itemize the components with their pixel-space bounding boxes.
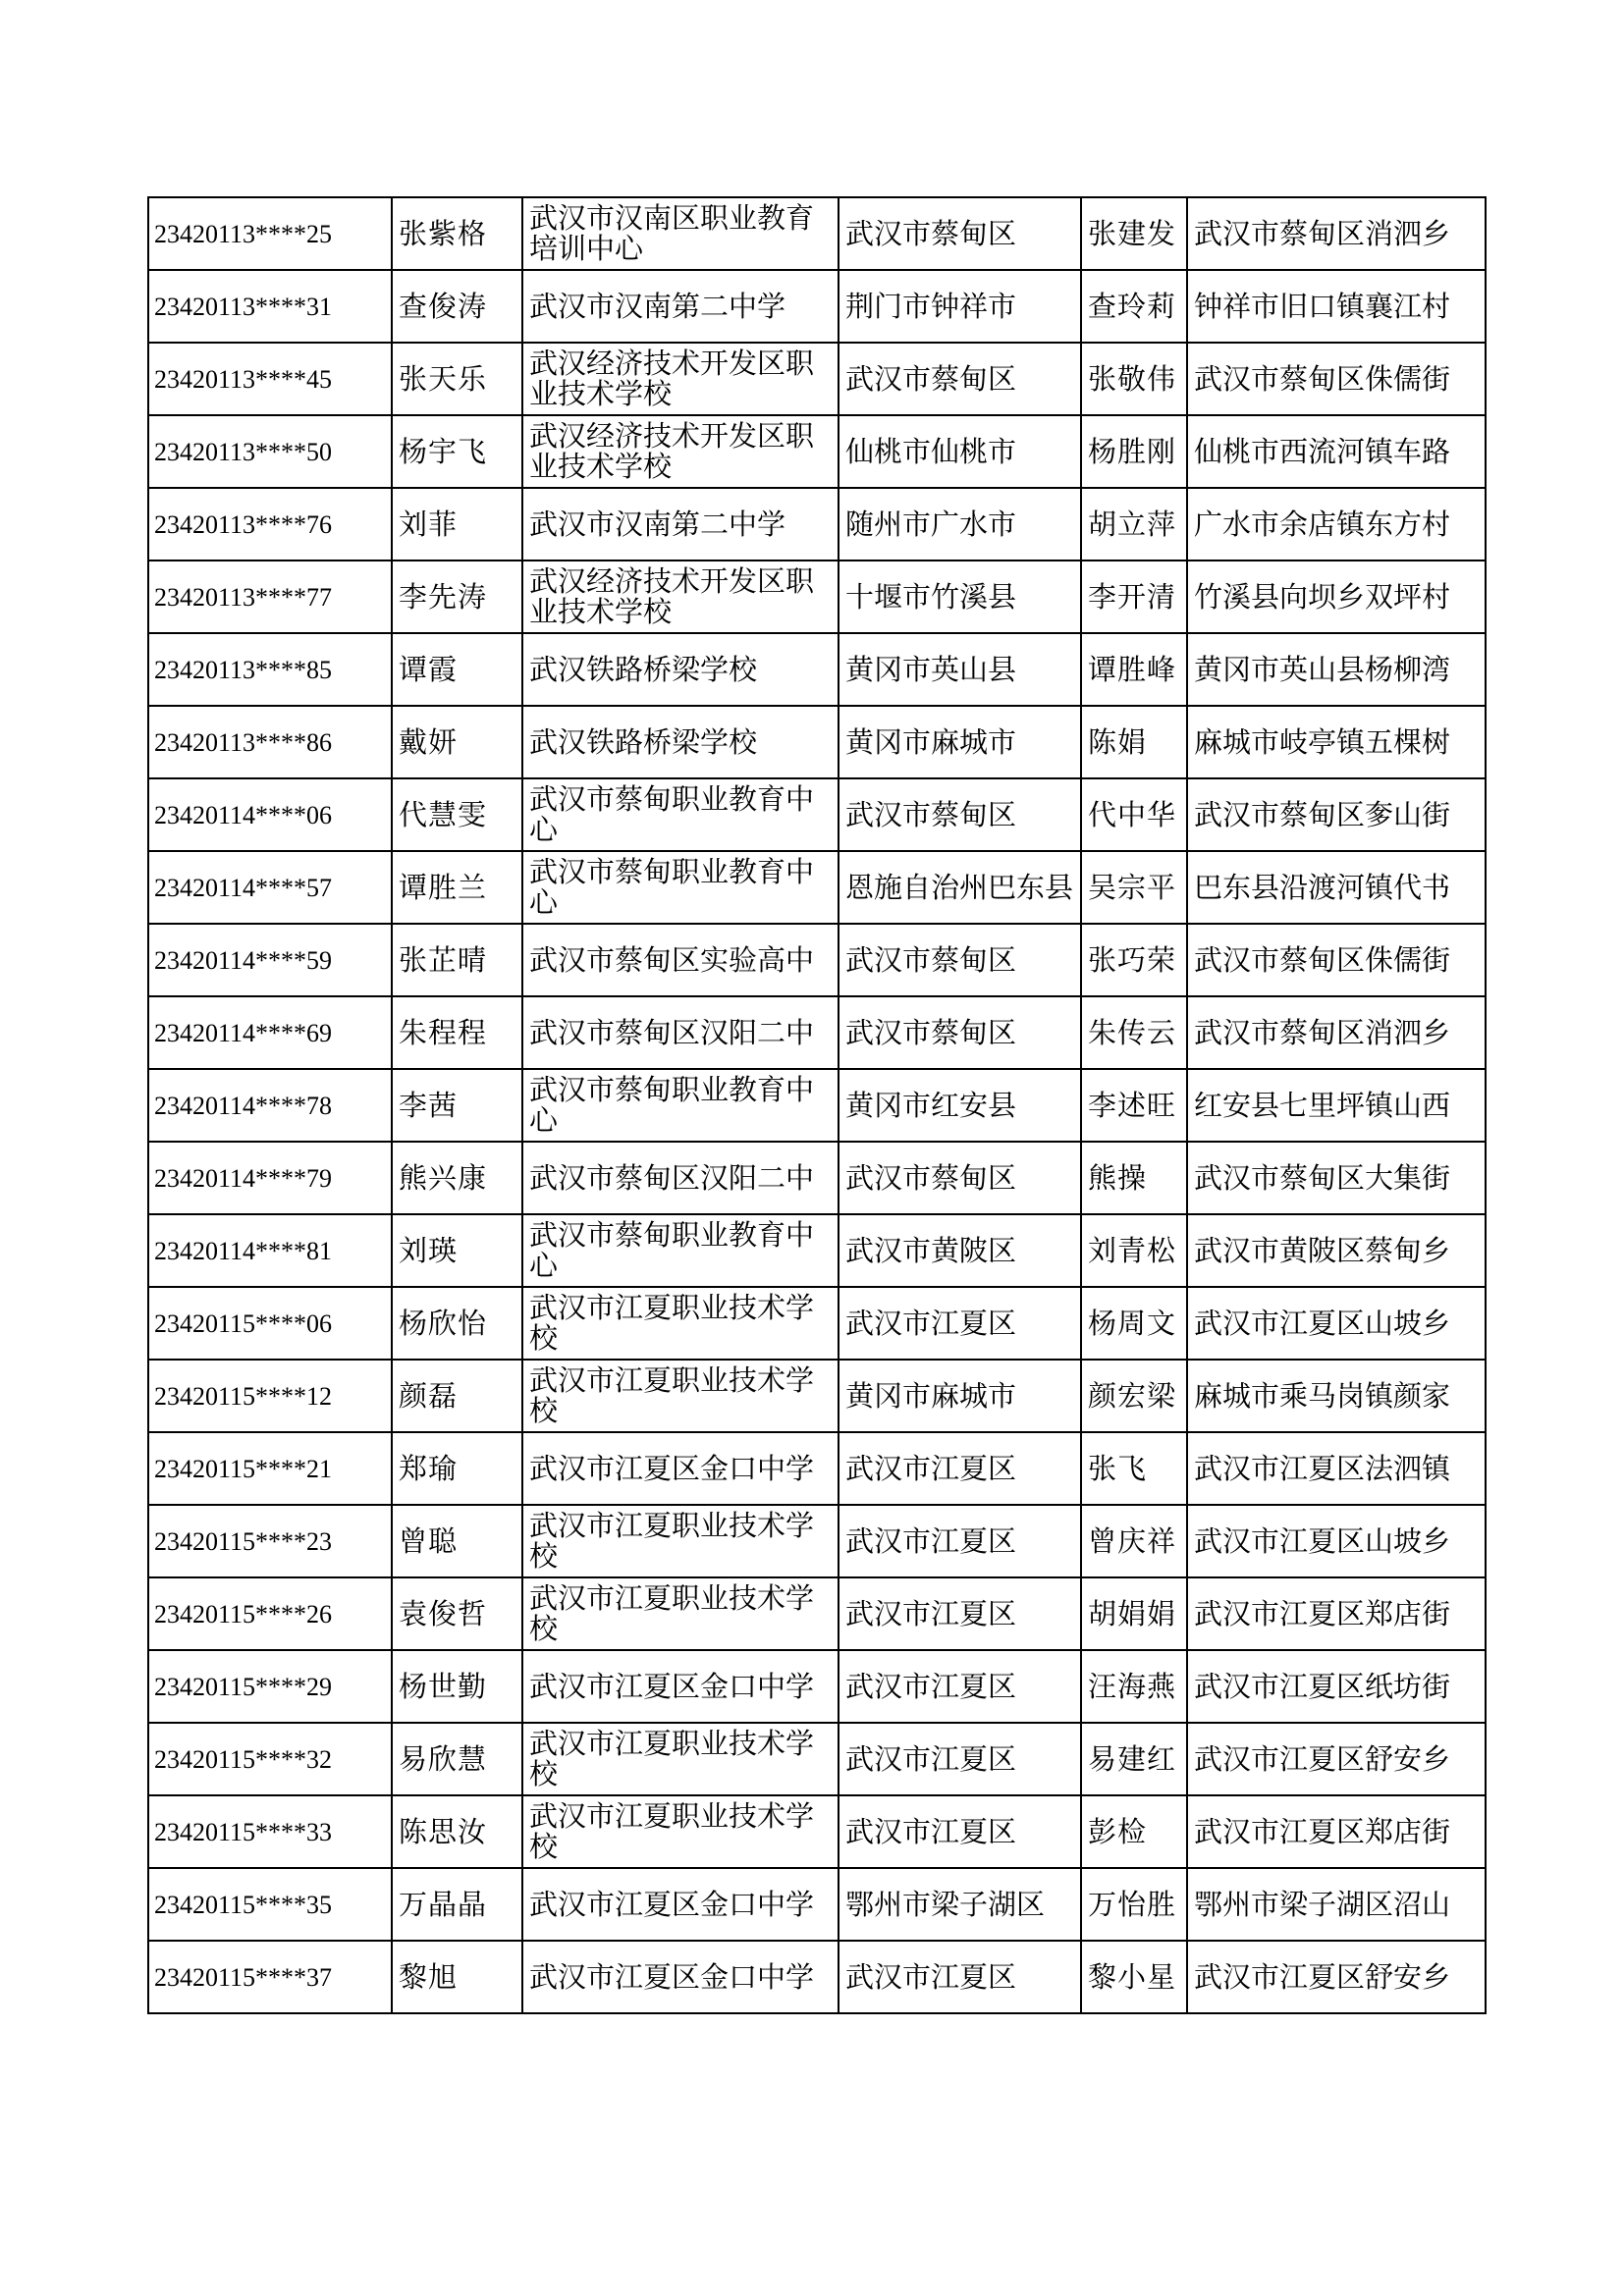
region-cell: 荆门市钟祥市 — [839, 270, 1081, 343]
address-cell: 武汉市江夏区山坡乡 — [1187, 1287, 1486, 1360]
region-cell: 武汉市江夏区 — [839, 1432, 1081, 1505]
guardian-name-cell: 代中华 — [1081, 778, 1187, 851]
student-name-cell: 黎旭 — [392, 1941, 522, 2013]
region-cell: 武汉市蔡甸区 — [839, 778, 1081, 851]
table-row — [148, 1868, 1486, 1941]
guardian-name-cell: 李述旺 — [1081, 1069, 1187, 1142]
address-cell: 广水市余店镇东方村 — [1187, 488, 1486, 561]
region-cell: 武汉市蔡甸区 — [839, 197, 1081, 270]
table-row — [148, 561, 1486, 633]
school-cell: 武汉市蔡甸区实验高中 — [522, 924, 839, 996]
guardian-name-cell: 汪海燕 — [1081, 1650, 1187, 1723]
address-cell: 钟祥市旧口镇襄江村 — [1187, 270, 1486, 343]
student-list-table — [147, 196, 1487, 2014]
student-id-cell: 23420115****26 — [148, 1577, 392, 1650]
guardian-name-cell: 朱传云 — [1081, 996, 1187, 1069]
school-cell: 武汉市江夏区金口中学 — [522, 1650, 839, 1723]
table-row — [148, 1069, 1486, 1142]
region-cell: 黄冈市麻城市 — [839, 706, 1081, 778]
address-cell: 武汉市蔡甸区奓山街 — [1187, 778, 1486, 851]
table-row — [148, 778, 1486, 851]
table-row — [148, 1941, 1486, 2013]
address-cell: 武汉市蔡甸区消泗乡 — [1187, 996, 1486, 1069]
school-cell: 武汉市江夏区金口中学 — [522, 1868, 839, 1941]
student-id-cell: 23420115****35 — [148, 1868, 392, 1941]
table-row — [148, 343, 1486, 415]
guardian-name-cell: 陈娟 — [1081, 706, 1187, 778]
region-cell: 武汉市蔡甸区 — [839, 343, 1081, 415]
region-cell: 十堰市竹溪县 — [839, 561, 1081, 633]
student-id-cell: 23420114****79 — [148, 1142, 392, 1214]
school-cell: 武汉市江夏区金口中学 — [522, 1941, 839, 2013]
table-row — [148, 633, 1486, 706]
school-cell: 武汉市江夏职业技术学校 — [522, 1287, 839, 1360]
table-row — [148, 996, 1486, 1069]
table-row — [148, 1795, 1486, 1868]
region-cell: 仙桃市仙桃市 — [839, 415, 1081, 488]
school-cell: 武汉铁路桥梁学校 — [522, 633, 839, 706]
table-row — [148, 415, 1486, 488]
school-cell: 武汉市汉南第二中学 — [522, 270, 839, 343]
student-id-cell: 23420115****29 — [148, 1650, 392, 1723]
guardian-name-cell: 谭胜峰 — [1081, 633, 1187, 706]
student-name-cell: 张紫格 — [392, 197, 522, 270]
student-id-cell: 23420115****33 — [148, 1795, 392, 1868]
student-name-cell: 曾聪 — [392, 1505, 522, 1577]
school-cell: 武汉市蔡甸职业教育中心 — [522, 851, 839, 924]
address-cell: 武汉市江夏区郑店街 — [1187, 1577, 1486, 1650]
student-id-cell: 23420114****81 — [148, 1214, 392, 1287]
guardian-name-cell: 黎小星 — [1081, 1941, 1187, 2013]
school-cell: 武汉市江夏职业技术学校 — [522, 1795, 839, 1868]
address-cell: 武汉市江夏区舒安乡 — [1187, 1723, 1486, 1795]
student-name-cell: 查俊涛 — [392, 270, 522, 343]
student-name-cell: 戴妍 — [392, 706, 522, 778]
address-cell: 麻城市岐亭镇五棵树 — [1187, 706, 1486, 778]
student-id-cell: 23420113****50 — [148, 415, 392, 488]
table-row — [148, 1650, 1486, 1723]
table-row — [148, 1505, 1486, 1577]
region-cell: 恩施自治州巴东县 — [839, 851, 1081, 924]
school-cell: 武汉市江夏区金口中学 — [522, 1432, 839, 1505]
region-cell: 武汉市江夏区 — [839, 1941, 1081, 2013]
guardian-name-cell: 熊操 — [1081, 1142, 1187, 1214]
guardian-name-cell: 张巧荣 — [1081, 924, 1187, 996]
student-name-cell: 刘菲 — [392, 488, 522, 561]
student-id-cell: 23420115****21 — [148, 1432, 392, 1505]
guardian-name-cell: 胡娟娟 — [1081, 1577, 1187, 1650]
table-row — [148, 1287, 1486, 1360]
student-id-cell: 23420113****86 — [148, 706, 392, 778]
region-cell: 武汉市江夏区 — [839, 1287, 1081, 1360]
student-name-cell: 袁俊哲 — [392, 1577, 522, 1650]
address-cell: 武汉市江夏区舒安乡 — [1187, 1941, 1486, 2013]
student-id-cell: 23420115****37 — [148, 1941, 392, 2013]
address-cell: 鄂州市梁子湖区沼山 — [1187, 1868, 1486, 1941]
student-name-cell: 郑瑜 — [392, 1432, 522, 1505]
region-cell: 随州市广水市 — [839, 488, 1081, 561]
table-row — [148, 851, 1486, 924]
student-id-cell: 23420115****06 — [148, 1287, 392, 1360]
student-id-cell: 23420113****45 — [148, 343, 392, 415]
student-id-cell: 23420113****25 — [148, 197, 392, 270]
school-cell: 武汉铁路桥梁学校 — [522, 706, 839, 778]
region-cell: 武汉市蔡甸区 — [839, 996, 1081, 1069]
table-row — [148, 1432, 1486, 1505]
student-name-cell: 颜磊 — [392, 1360, 522, 1432]
school-cell: 武汉市江夏职业技术学校 — [522, 1577, 839, 1650]
student-id-cell: 23420113****77 — [148, 561, 392, 633]
school-cell: 武汉市江夏职业技术学校 — [522, 1505, 839, 1577]
school-cell: 武汉市江夏职业技术学校 — [522, 1360, 839, 1432]
student-name-cell: 万晶晶 — [392, 1868, 522, 1941]
region-cell: 武汉市江夏区 — [839, 1795, 1081, 1868]
table-row — [148, 706, 1486, 778]
table-row — [148, 1360, 1486, 1432]
address-cell: 武汉市江夏区法泗镇 — [1187, 1432, 1486, 1505]
school-cell: 武汉市蔡甸职业教育中心 — [522, 1214, 839, 1287]
student-id-cell: 23420113****85 — [148, 633, 392, 706]
address-cell: 红安县七里坪镇山西 — [1187, 1069, 1486, 1142]
guardian-name-cell: 吴宗平 — [1081, 851, 1187, 924]
guardian-name-cell: 易建红 — [1081, 1723, 1187, 1795]
guardian-name-cell: 刘青松 — [1081, 1214, 1187, 1287]
guardian-name-cell: 李开清 — [1081, 561, 1187, 633]
student-id-cell: 23420115****32 — [148, 1723, 392, 1795]
region-cell: 黄冈市红安县 — [839, 1069, 1081, 1142]
address-cell: 武汉市蔡甸区消泗乡 — [1187, 197, 1486, 270]
region-cell: 鄂州市梁子湖区 — [839, 1868, 1081, 1941]
table-row — [148, 488, 1486, 561]
student-name-cell: 杨欣怡 — [392, 1287, 522, 1360]
table-row — [148, 270, 1486, 343]
student-name-cell: 杨宇飞 — [392, 415, 522, 488]
guardian-name-cell: 查玲莉 — [1081, 270, 1187, 343]
table-row — [148, 924, 1486, 996]
student-name-cell: 熊兴康 — [392, 1142, 522, 1214]
table-row — [148, 197, 1486, 270]
student-id-cell: 23420114****57 — [148, 851, 392, 924]
school-cell: 武汉市江夏职业技术学校 — [522, 1723, 839, 1795]
student-name-cell: 代慧雯 — [392, 778, 522, 851]
address-cell: 武汉市黄陂区蔡甸乡 — [1187, 1214, 1486, 1287]
school-cell: 武汉市汉南区职业教育培训中心 — [522, 197, 839, 270]
guardian-name-cell: 张敬伟 — [1081, 343, 1187, 415]
guardian-name-cell: 杨周文 — [1081, 1287, 1187, 1360]
student-name-cell: 谭霞 — [392, 633, 522, 706]
address-cell: 武汉市江夏区纸坊街 — [1187, 1650, 1486, 1723]
region-cell: 武汉市蔡甸区 — [839, 1142, 1081, 1214]
student-id-cell: 23420114****69 — [148, 996, 392, 1069]
school-cell: 武汉经济技术开发区职业技术学校 — [522, 561, 839, 633]
school-cell: 武汉市蔡甸职业教育中心 — [522, 1069, 839, 1142]
table-body — [148, 197, 1486, 2013]
student-name-cell: 张芷晴 — [392, 924, 522, 996]
address-cell: 武汉市蔡甸区侏儒街 — [1187, 924, 1486, 996]
student-id-cell: 23420114****78 — [148, 1069, 392, 1142]
school-cell: 武汉市蔡甸区汉阳二中 — [522, 996, 839, 1069]
student-name-cell: 李茜 — [392, 1069, 522, 1142]
student-name-cell: 易欣慧 — [392, 1723, 522, 1795]
student-id-cell: 23420115****23 — [148, 1505, 392, 1577]
student-id-cell: 23420114****59 — [148, 924, 392, 996]
address-cell: 麻城市乘马岗镇颜家 — [1187, 1360, 1486, 1432]
region-cell: 武汉市江夏区 — [839, 1577, 1081, 1650]
school-cell: 武汉市蔡甸区汉阳二中 — [522, 1142, 839, 1214]
table-row — [148, 1577, 1486, 1650]
region-cell: 武汉市黄陂区 — [839, 1214, 1081, 1287]
address-cell: 黄冈市英山县杨柳湾 — [1187, 633, 1486, 706]
student-id-cell: 23420113****31 — [148, 270, 392, 343]
table-row — [148, 1214, 1486, 1287]
address-cell: 武汉市蔡甸区大集街 — [1187, 1142, 1486, 1214]
region-cell: 黄冈市麻城市 — [839, 1360, 1081, 1432]
guardian-name-cell: 张飞 — [1081, 1432, 1187, 1505]
guardian-name-cell: 张建发 — [1081, 197, 1187, 270]
school-cell: 武汉市蔡甸职业教育中心 — [522, 778, 839, 851]
address-cell: 竹溪县向坝乡双坪村 — [1187, 561, 1486, 633]
student-id-cell: 23420113****76 — [148, 488, 392, 561]
guardian-name-cell: 曾庆祥 — [1081, 1505, 1187, 1577]
address-cell: 武汉市江夏区山坡乡 — [1187, 1505, 1486, 1577]
table-row — [148, 1142, 1486, 1214]
region-cell: 武汉市江夏区 — [839, 1723, 1081, 1795]
student-id-cell: 23420114****06 — [148, 778, 392, 851]
address-cell: 武汉市江夏区郑店街 — [1187, 1795, 1486, 1868]
student-name-cell: 李先涛 — [392, 561, 522, 633]
address-cell: 武汉市蔡甸区侏儒街 — [1187, 343, 1486, 415]
student-name-cell: 杨世勤 — [392, 1650, 522, 1723]
school-cell: 武汉经济技术开发区职业技术学校 — [522, 415, 839, 488]
region-cell: 武汉市蔡甸区 — [839, 924, 1081, 996]
student-name-cell: 张天乐 — [392, 343, 522, 415]
region-cell: 武汉市江夏区 — [839, 1650, 1081, 1723]
guardian-name-cell: 万怡胜 — [1081, 1868, 1187, 1941]
school-cell: 武汉市汉南第二中学 — [522, 488, 839, 561]
student-name-cell: 陈思汝 — [392, 1795, 522, 1868]
student-name-cell: 朱程程 — [392, 996, 522, 1069]
student-id-cell: 23420115****12 — [148, 1360, 392, 1432]
student-name-cell: 谭胜兰 — [392, 851, 522, 924]
school-cell: 武汉经济技术开发区职业技术学校 — [522, 343, 839, 415]
student-name-cell: 刘瑛 — [392, 1214, 522, 1287]
guardian-name-cell: 彭检 — [1081, 1795, 1187, 1868]
guardian-name-cell: 杨胜刚 — [1081, 415, 1187, 488]
guardian-name-cell: 颜宏梁 — [1081, 1360, 1187, 1432]
table-row — [148, 1723, 1486, 1795]
guardian-name-cell: 胡立萍 — [1081, 488, 1187, 561]
region-cell: 黄冈市英山县 — [839, 633, 1081, 706]
address-cell: 巴东县沿渡河镇代书 — [1187, 851, 1486, 924]
address-cell: 仙桃市西流河镇车路 — [1187, 415, 1486, 488]
region-cell: 武汉市江夏区 — [839, 1505, 1081, 1577]
